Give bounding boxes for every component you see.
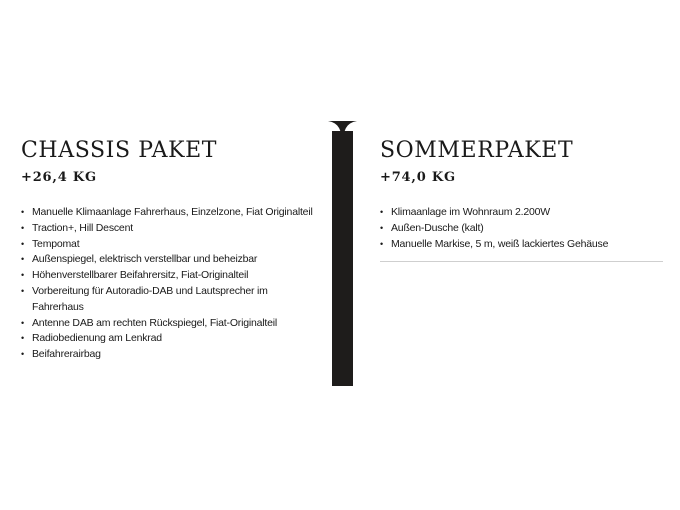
package-weight: +74,0 KG xyxy=(380,170,456,185)
feature-list xyxy=(21,205,316,363)
list-item xyxy=(380,221,663,237)
bullet-icon: • xyxy=(21,317,24,328)
package-title: CHASSIS PAKET xyxy=(21,138,218,163)
feature-list xyxy=(380,205,663,252)
bullet-icon: • xyxy=(21,349,24,360)
list-item xyxy=(380,205,663,221)
list-item xyxy=(21,284,316,316)
feature-text: Beifahrerairbag xyxy=(32,348,101,361)
list-item xyxy=(21,221,316,237)
list-item xyxy=(21,316,316,332)
feature-text: Manuelle Markise, 5 m, weiß lackiertes Gehäuse xyxy=(391,237,609,250)
feature-text: Radiobedienung am Lenkrad xyxy=(32,332,162,345)
feature-text: Höhenverstellbarer Beifahrersitz, Fiat-Originalteil xyxy=(32,269,249,282)
bullet-icon: • xyxy=(380,207,383,217)
bullet-icon: • xyxy=(21,254,24,265)
package-weight: +26,4 KG xyxy=(21,170,97,185)
list-item xyxy=(21,252,316,268)
feature-text: Außen-Dusche (kalt) xyxy=(391,221,484,234)
package-title: SOMMERPAKET xyxy=(380,138,574,163)
bullet-icon: • xyxy=(380,238,383,249)
bullet-icon: • xyxy=(21,285,24,296)
list-item xyxy=(21,347,316,363)
feature-text: Manuelle Klimaanlage Fahrerhaus, Einzelzone, Fiat Originalteil xyxy=(32,206,313,218)
column-divider-bar xyxy=(328,121,357,386)
list-item xyxy=(21,268,316,284)
divider-bar-body xyxy=(332,131,353,386)
feature-text: Außenspiegel, elektrisch verstellbar und beheizbar xyxy=(32,253,258,266)
feature-text: Klimaanlage im Wohnraum 2.200W xyxy=(391,206,550,218)
feature-text: Antenne DAB am rechten Rückspiegel, Fiat-Originalteil xyxy=(32,316,278,329)
bullet-icon: • xyxy=(21,207,24,217)
list-item xyxy=(21,237,316,253)
bullet-icon: • xyxy=(21,333,24,344)
bullet-icon: • xyxy=(380,222,383,233)
feature-text: Tempomat xyxy=(32,237,80,250)
bullet-icon: • xyxy=(21,222,24,233)
bullet-icon: • xyxy=(21,270,24,281)
list-item xyxy=(21,205,316,221)
bullet-icon: • xyxy=(21,238,24,249)
feature-text: Vorbereitung für Autoradio-DAB und Lautsprecher im Fahrerhaus xyxy=(32,284,268,313)
feature-text: Traction+, Hill Descent xyxy=(32,221,133,234)
list-item xyxy=(21,331,316,347)
section-divider-line xyxy=(380,261,663,262)
list-item xyxy=(380,237,663,253)
